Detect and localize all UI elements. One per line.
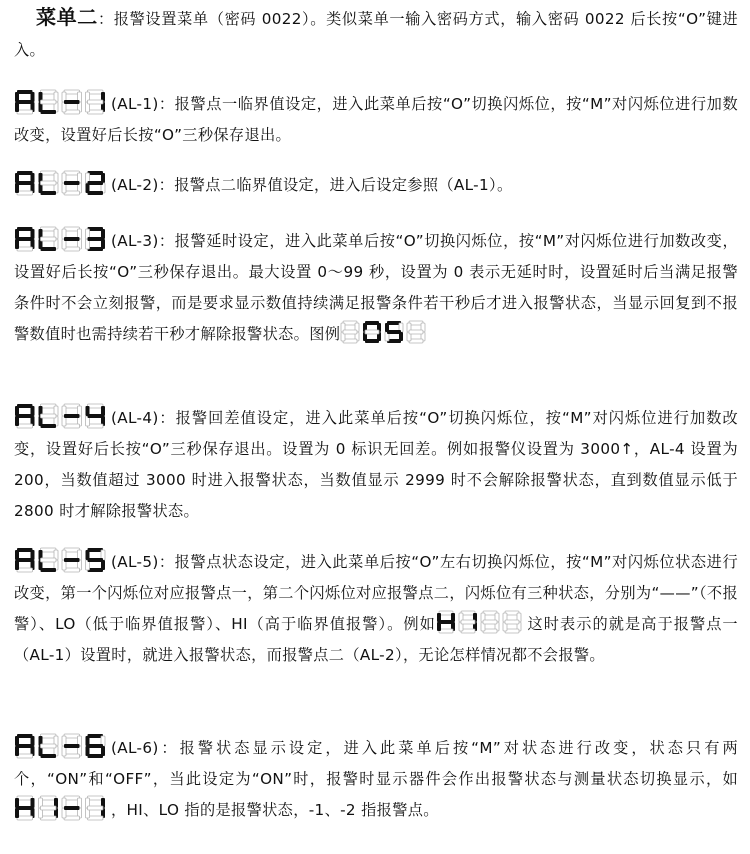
segment-g [17, 181, 33, 185]
segment-g [41, 806, 57, 810]
segment-d [17, 191, 33, 195]
segment-d [41, 191, 57, 195]
segment-g [483, 620, 497, 624]
segment-a [17, 171, 33, 175]
seven-segment-example-05 [340, 320, 428, 344]
seven-segment-example-hi-1 [14, 795, 108, 821]
item-al-2: (AL-2)：报警点二临界值设定，进入后设定参照（AL-1）。 [14, 170, 738, 201]
segment-d [17, 754, 33, 758]
segment-a [17, 227, 33, 231]
seven-segment-example-hi [436, 610, 524, 634]
item-al-3: (AL-3)：报警延时设定，进入此菜单后按“O”切换闪烁位，按“M”对闪烁位进行加数改变，设置好后长按“O”三秒保存退出。最大设置 0～99 秒，设置为 0 表示无延时时，设置延时后当满足报警条件时不会立刻报警，而是要求显示数值持续满足报警条件若干秒后才进入报警状态，当显示回复到不报警数值时也需持续若干秒才解除报警状态。图例 [14, 226, 738, 350]
segment-a [17, 734, 33, 738]
seven-segment-display-al-5 [14, 547, 108, 573]
segment-a [17, 404, 33, 408]
segment-g [88, 100, 104, 104]
segment-d [41, 424, 57, 428]
segment-g [88, 181, 104, 185]
segment-d [17, 247, 33, 251]
seven-segment-display-al-3 [14, 226, 108, 252]
segment-d [88, 754, 104, 758]
segment-g [64, 100, 80, 104]
segment-g [17, 100, 33, 104]
segment-g [41, 100, 57, 104]
segment-a [365, 321, 379, 325]
segment-g [64, 806, 80, 810]
segment-a [88, 404, 104, 408]
segment-g [88, 414, 104, 418]
segment-g [461, 620, 475, 624]
segment-g [41, 558, 57, 562]
segment-g [64, 237, 80, 241]
seven-segment-display-al-4 [14, 403, 108, 429]
segment-g [41, 744, 57, 748]
segment-g [88, 237, 104, 241]
segment-g [88, 806, 104, 810]
segment-g [409, 330, 423, 334]
segment-a [17, 548, 33, 552]
seven-segment-display-al-2 [14, 170, 108, 196]
segment-g [505, 620, 519, 624]
menu2-heading: 菜单二 [36, 5, 98, 29]
segment-d [17, 816, 33, 820]
seven-segment-display-al-6 [14, 733, 108, 759]
item-al-5: (AL-5)：报警点状态设定，进入此菜单后按“O”左右切换闪烁位，按“M”对闪烁位状态进行改变，第一个闪烁位对应报警点一，第二个闪烁位对应报警点二，闪烁位有三种状态，分别为“——”（不报警）、LO（低于临界值报警）、HI（高于临界值报警）。例如 这时表示的就是高于报警点一（AL-1）设置时，就进入报警状态，而报警点二（AL-2），无论怎样情况都不会报警。 [14, 547, 738, 671]
segment-g [17, 237, 33, 241]
segment-g [64, 414, 80, 418]
segment-g [64, 558, 80, 562]
segment-d [439, 629, 453, 633]
segment-g [343, 330, 357, 334]
segment-g [439, 620, 453, 624]
item-al-4: (AL-4)：报警回差值设定，进入此菜单后按“O”切换闪烁位，按“M”对闪烁位进行加数改变，设置好后长按“O”三秒保存退出。设置为 0 标识无回差。例如报警仪设置为 3000↑，AL-4 设置为 200，当数值超过 3000 时进入报警状态，当数值显示 2999 时不会解除报警状态，直到数值显示低于 2800 时才解除报警状态。 [14, 403, 738, 527]
segment-a [439, 611, 453, 615]
segment-g [387, 330, 401, 334]
item-al-1: (AL-1)：报警点一临界值设定，进入此菜单后按“O”切换闪烁位，按“M”对闪烁位进行加数改变，设置好后长按“O”三秒保存退出。 [14, 89, 738, 151]
segment-g [88, 744, 104, 748]
segment-g [17, 414, 33, 418]
segment-g [64, 181, 80, 185]
segment-d [17, 568, 33, 572]
segment-d [41, 754, 57, 758]
segment-d [17, 110, 33, 114]
item-al-6: (AL-6)：报警状态显示设定，进入此菜单后按“M”对状态进行改变，状态只有两个，“ON”和“OFF”，当此设定为“ON”时，报警时显示器件会作出报警状态与测量状态切换显示，如，HI、LO 指的是报警状态，-1、-2 指报警点。 [14, 733, 738, 826]
segment-d [41, 110, 57, 114]
segment-g [365, 330, 379, 334]
menu2-intro: 菜单二：报警设置菜单（密码 0022）。类似菜单一输入密码方式，输入密码 0022 后长按“O”键进入。 [14, 5, 738, 59]
segment-g [17, 558, 33, 562]
segment-g [64, 744, 80, 748]
segment-g [41, 237, 57, 241]
segment-g [41, 414, 57, 418]
segment-d [41, 247, 57, 251]
segment-g [88, 558, 104, 562]
segment-g [17, 744, 33, 748]
segment-d [88, 191, 104, 195]
segment-a [17, 796, 33, 800]
segment-a [17, 90, 33, 94]
segment-d [41, 568, 57, 572]
segment-g [41, 181, 57, 185]
segment-d [17, 424, 33, 428]
seven-segment-display-al-1 [14, 89, 108, 115]
segment-d [365, 339, 379, 343]
segment-g [17, 806, 33, 810]
